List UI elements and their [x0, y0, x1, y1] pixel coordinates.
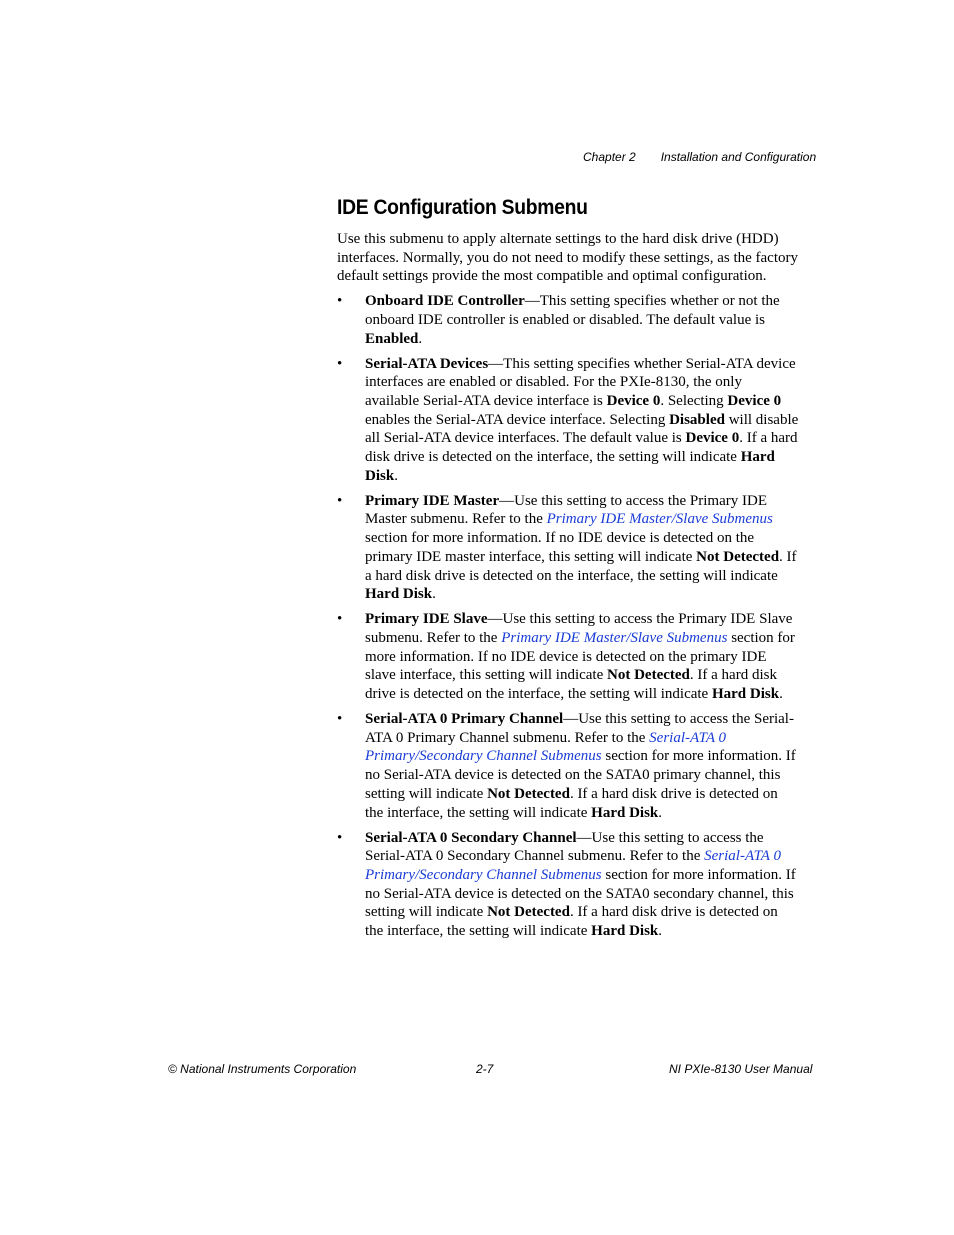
list-item: • Serial-ATA 0 Primary Channel—Use this setting to access the Serial-ATA 0 Primary Channel submenu. Refer to the Serial-ATA 0 Primary/Secondary Channel Submenus section for more information. If no Serial-ATA device is detected on the SATA0 primary channel, this setting will indicate Not Detected. If a hard disk drive is detected on the interface, the setting will indicate Hard Disk. [337, 711, 796, 821]
list-item: • Serial-ATA Devices—This setting specifies whether Serial-ATA device interfaces are enabled or disabled. For the PXIe-8130, the only available Serial-ATA device interface is Device 0. Selecting Device 0 enables the Serial-ATA device interface. Selecting Disabled will disable all Serial-ATA device interfaces. The default value is Device 0. If a hard disk drive is detected on the interface, the setting will indicate Hard Disk. [337, 355, 799, 484]
bullet-icon: • [337, 293, 343, 310]
setting-value: Not Detected [487, 904, 570, 921]
setting-value: Device 0 [606, 392, 661, 409]
setting-term: Primary IDE Slave [365, 611, 488, 628]
setting-value: Enabled [365, 330, 419, 347]
setting-value: Hard Disk [591, 923, 659, 940]
setting-term: Serial-ATA 0 Secondary Channel [365, 829, 577, 846]
setting-value: Not Detected [487, 785, 570, 802]
header-section: Installation and Configuration [660, 150, 817, 164]
footer-manual-title: NI PXIe-8130 User Manual [669, 1062, 813, 1076]
cross-reference-link[interactable]: Primary IDE Master/Slave Submenus [546, 511, 773, 528]
page-title: IDE Configuration Submenu [337, 196, 588, 219]
body-content [337, 230, 799, 947]
list-item: • Onboard IDE Controller—This setting specifies whether or not the onboard IDE controller is enabled or disabled. The default value is Enabled. [337, 293, 780, 347]
setting-term: Primary IDE Master [365, 492, 500, 509]
setting-term: Serial-ATA Devices [365, 355, 489, 372]
setting-value: Hard Disk [711, 686, 780, 703]
cross-reference-link[interactable]: Primary IDE Master/Slave Submenus [501, 629, 728, 646]
list-item: • Serial-ATA 0 Secondary Channel—Use this setting to access the Serial-ATA 0 Secondary Channel submenu. Refer to the Serial-ATA 0 Primary/Secondary Channel Submenus section for more information. If no Serial-ATA device is detected on the SATA0 secondary channel, this setting will indicate Not Detected. If a hard disk drive is detected on the interface, the setting will indicate Hard Disk. [337, 829, 796, 940]
bullet-icon: • [337, 611, 343, 628]
intro-paragraph: Use this submenu to apply alternate settings to the hard disk drive (HDD) interfaces. Normally, you do not need to modify these settings, as the factory default settings provide the most compatible and optimal configuration. [337, 231, 798, 285]
running-header [583, 150, 816, 164]
bullet-icon: • [337, 711, 343, 728]
setting-term: Serial-ATA 0 Primary Channel [365, 711, 564, 728]
setting-value: Not Detected [696, 548, 780, 565]
cross-reference-link[interactable]: Serial-ATA 0 Primary/Secondary Channel Submenus [365, 729, 726, 765]
cross-reference-link[interactable]: Serial-ATA 0 Primary/Secondary Channel Submenus [365, 848, 781, 883]
list-item: • Primary IDE Slave—Use this setting to access the Primary IDE Slave submenu. Refer to the Primary IDE Master/Slave Submenus section for more information. If no IDE device is detected on the primary IDE slave interface, this setting will indicate Not Detected. If a hard disk drive is detected on the interface, the setting will indicate Hard Disk. [337, 611, 795, 703]
setting-value: Hard Disk [365, 449, 775, 484]
setting-value: Device 0 [685, 430, 740, 447]
bullet-icon: • [337, 829, 343, 846]
header-chapter: Chapter 2 [583, 150, 636, 164]
bullet-icon: • [337, 355, 343, 372]
footer-page-number: 2-7 [476, 1062, 494, 1076]
list-item: • Primary IDE Master—Use this setting to access the Primary IDE Master submenu. Refer to the Primary IDE Master/Slave Submenus section for more information. If no IDE device is detected on the primary IDE master interface, this setting will indicate Not Detected. If a hard disk drive is detected on the interface, the setting will indicate Hard Disk. [337, 492, 797, 603]
setting-value: Hard Disk [591, 804, 659, 821]
setting-value: Hard Disk [365, 586, 433, 603]
setting-value: Not Detected [607, 667, 690, 684]
bullet-icon: • [337, 492, 343, 509]
setting-value: Device 0 [727, 392, 782, 409]
settings-list [337, 292, 799, 941]
footer-copyright: © National Instruments Corporation [168, 1062, 357, 1076]
setting-term: Onboard IDE Controller [365, 293, 525, 310]
setting-value: Disabled [669, 411, 725, 428]
